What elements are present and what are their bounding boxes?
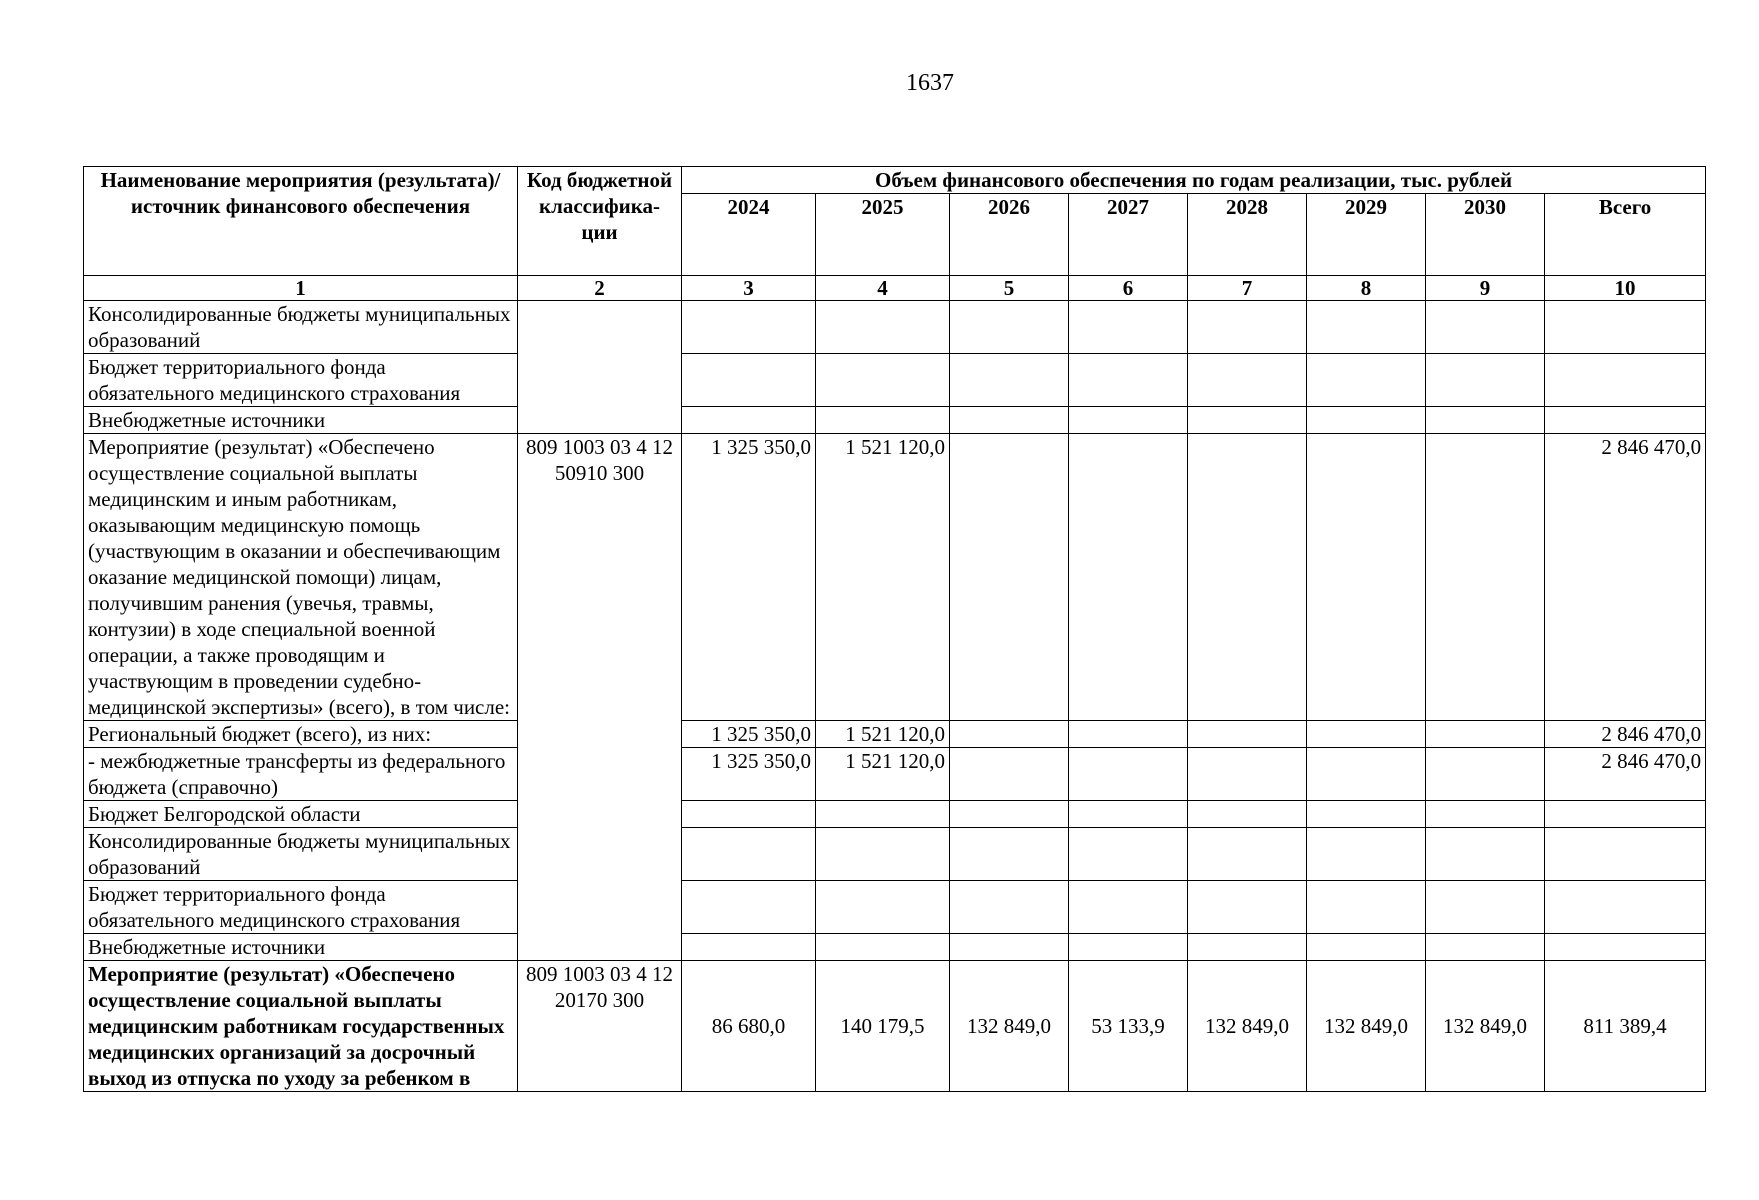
col-header-group: Объем финансового обеспечения по годам реализации, тыс. рублей (682, 167, 1706, 194)
value-cell: 132 849,0 (1426, 961, 1545, 1092)
value-cell: 132 849,0 (950, 961, 1069, 1092)
source-name: Бюджет территориального фонда обязательного медицинского страхования (84, 881, 518, 934)
year-header: 2030 (1426, 194, 1545, 276)
value-cell (1307, 721, 1426, 748)
event-row (84, 434, 1706, 721)
budget-code: 809 1003 03 4 12 50910 300 (518, 434, 682, 961)
table-row (84, 407, 1706, 434)
event-name: Мероприятие (результат) «Обеспечено осуществление социальной выплаты медицинским работникам государственных медицинских организаций за досрочный выход из отпуска по уходу за ребенком в (84, 961, 518, 1092)
value-cell: 1 521 120,0 (816, 748, 950, 801)
header-row-1 (84, 167, 1706, 194)
column-number: 3 (682, 276, 816, 301)
value-cell (950, 748, 1069, 801)
column-number: 5 (950, 276, 1069, 301)
value-cell: 132 849,0 (1188, 961, 1307, 1092)
budget-table (83, 166, 1706, 1092)
value-cell: 1 325 350,0 (682, 434, 816, 721)
value-cell (1307, 434, 1426, 721)
event-name: Мероприятие (результат) «Обеспечено осуществление социальной выплаты медицинским и иным работникам, оказывающим медицинскую помощь (участвующим в оказании и обеспечивающим оказание медицинской помощи) лицам, получившим ранения (увечья, травмы, контузии) в ходе специальной военной операции, а также проводящим и участвующим в проведении судебно-медицинской экспертизы» (всего), в том числе: (84, 434, 518, 721)
value-cell: 1 325 350,0 (682, 721, 816, 748)
page-number: 1637 (906, 70, 954, 96)
table-row (84, 301, 1706, 354)
value-cell (1069, 721, 1188, 748)
column-number: 10 (1545, 276, 1706, 301)
source-name: Консолидированные бюджеты муниципальных образований (84, 828, 518, 881)
value-cell: 1 521 120,0 (816, 434, 950, 721)
year-header: 2026 (950, 194, 1069, 276)
column-number: 6 (1069, 276, 1188, 301)
value-cell: 140 179,5 (816, 961, 950, 1092)
table-row (84, 881, 1706, 934)
column-number: 1 (84, 276, 518, 301)
source-name: Внебюджетные источники (84, 407, 518, 434)
source-name: - межбюджетные трансферты из федерального бюджета (справочно) (84, 748, 518, 801)
source-name: Региональный бюджет (всего), из них: (84, 721, 518, 748)
column-number: 2 (518, 276, 682, 301)
column-number: 7 (1188, 276, 1307, 301)
value-cell: 132 849,0 (1307, 961, 1426, 1092)
table-row (84, 354, 1706, 407)
budget-code: 809 1003 03 4 12 20170 300 (518, 961, 682, 1092)
total-cell: 2 846 470,0 (1545, 434, 1706, 721)
source-name: Консолидированные бюджеты муниципальных образований (84, 301, 518, 354)
value-cell (1188, 748, 1307, 801)
column-number: 4 (816, 276, 950, 301)
year-header: 2029 (1307, 194, 1426, 276)
value-cell (950, 434, 1069, 721)
source-name: Внебюджетные источники (84, 934, 518, 961)
column-number-row (84, 276, 1706, 301)
year-header: 2028 (1188, 194, 1307, 276)
year-header: 2024 (682, 194, 816, 276)
column-number: 9 (1426, 276, 1545, 301)
value-cell (1426, 721, 1545, 748)
value-cell: 1 325 350,0 (682, 748, 816, 801)
value-cell (1426, 748, 1545, 801)
total-cell: 2 846 470,0 (1545, 721, 1706, 748)
code-cell-empty (518, 301, 682, 434)
table-row (84, 828, 1706, 881)
source-name: Бюджет Белгородской области (84, 801, 518, 828)
col-header-name: Наименование мероприятия (результата)/ источник финансового обеспечения (84, 167, 518, 276)
value-cell: 53 133,9 (1069, 961, 1188, 1092)
column-number: 8 (1307, 276, 1426, 301)
table-row (84, 721, 1706, 748)
value-cell (1188, 721, 1307, 748)
value-cell: 1 521 120,0 (816, 721, 950, 748)
total-cell: 2 846 470,0 (1545, 748, 1706, 801)
value-cell: 86 680,0 (682, 961, 816, 1092)
total-header: Всего (1545, 194, 1706, 276)
value-cell (1069, 748, 1188, 801)
value-cell (1069, 434, 1188, 721)
table-row (84, 801, 1706, 828)
table-row (84, 748, 1706, 801)
event-row (84, 961, 1706, 1092)
col-header-code: Код бюджетной классифика-ции (518, 167, 682, 276)
value-cell (950, 721, 1069, 748)
value-cell (1426, 434, 1545, 721)
year-header: 2025 (816, 194, 950, 276)
total-cell: 811 389,4 (1545, 961, 1706, 1092)
table-row (84, 934, 1706, 961)
year-header: 2027 (1069, 194, 1188, 276)
value-cell (1188, 434, 1307, 721)
source-name: Бюджет территориального фонда обязательного медицинского страхования (84, 354, 518, 407)
value-cell (1307, 748, 1426, 801)
